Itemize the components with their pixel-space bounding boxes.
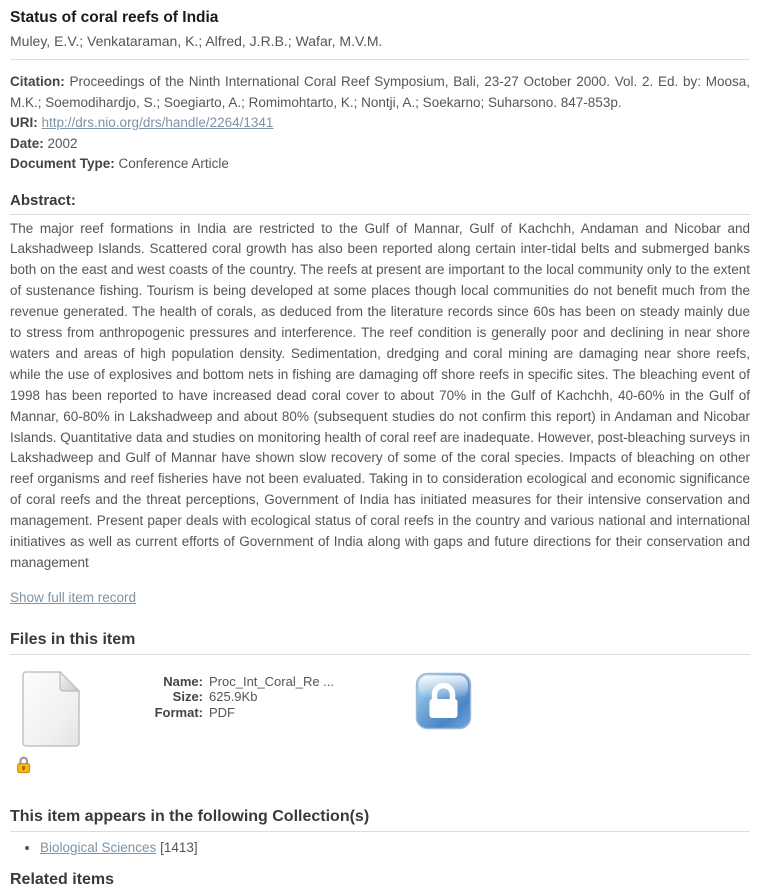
restricted-lock-icon — [15, 755, 32, 774]
collection-count: [1413] — [160, 839, 198, 855]
file-metadata — [145, 673, 335, 721]
file-format-row — [145, 705, 330, 721]
metadata-block — [10, 72, 750, 175]
uri-link[interactable]: http://drs.nio.org/drs/handle/2264/1341 — [41, 115, 274, 130]
collection-list-item — [40, 839, 750, 856]
abstract-heading: Abstract: — [10, 191, 76, 209]
file-view-column — [415, 672, 472, 730]
file-format-label: Format: — [154, 704, 203, 720]
authors-line: Muley, E.V.; Venkataraman, K.; Alfred, J.R.B.; Wafar, M.V.M. — [10, 33, 383, 49]
divider — [10, 831, 750, 832]
file-size-label: Size: — [172, 689, 203, 705]
related-items-heading: Related items — [10, 870, 115, 888]
date-line — [10, 134, 750, 155]
file-name-label: Name: — [163, 673, 203, 689]
collection-link[interactable]: Biological Sciences — [40, 839, 157, 855]
citation-value: Proceedings of the Ninth International Coral Reef Symposium, Bali, 23-27 October 2000. Vol. 2. Ed. by: Moosa, M.K.; Soemodihardjo, S.; Soegiarto, A.; Romimohtarto, K.; Nontji, A.; Soekarno; Suharsono. 847-853p. — [10, 74, 750, 110]
file-size-row — [145, 689, 330, 705]
uri-line — [10, 113, 750, 134]
citation-label: Citation: — [10, 74, 65, 89]
item-page — [0, 9, 759, 889]
file-size-value: 625.9Kb — [209, 689, 258, 705]
file-format-value: PDF — [209, 704, 235, 720]
page-title: Status of coral reefs of India — [10, 9, 219, 26]
uri-label: URI: — [10, 115, 38, 130]
doctype-label: Document Type: — [10, 156, 115, 171]
doctype-value: Conference Article — [118, 156, 229, 171]
collection-list — [10, 839, 750, 856]
doctype-line — [10, 154, 750, 175]
lock-icon[interactable] — [415, 672, 472, 730]
date-value: 2002 — [47, 135, 78, 151]
file-name-row — [145, 673, 335, 690]
files-heading: Files in this item — [10, 630, 136, 648]
abstract-text: The major reef formations in India are restricted to the Gulf of Mannar, Gulf of Kachchh, Andaman and Nicobar and Lakshadweep Islands. Scattered coral growth has also been reported along certain inter-tidal belts and submerged banks both on the east and west coasts of the country. The reefs at present are important to the local community only to the extent of sustenance fishing. Tourism is being developed at some places though local communities do not benefit much from the revenue generated. The health of corals, as deduced from the literature records since 60s has been on steady mainly due to stress from anthropogenic pressures and interference. The reef condition is generally poor and declining in near shore waters and areas of high population density. Sedimentation, dredging and coral mining are damaging near shore reefs, while the use of explosives and bottom nets in fishing are damaging off shore reefs in specific sites. The bleaching event of 1998 has been reported to have increased dead coral cover to about 70% in the Gulf of Kachchh, 40-60% in the Gulf of Mannar, 60-80% in Lakshadweep and about 80% (subsequent studies do not confirm this report) in Andaman and Nicobar Islands. Quantitative data and studies on monitoring health of coral reef are inadequate. However, post-bleaching surveys in Lakshadweep and Gulf of Mannar have shown slow recovery of some of the coral species. Impacts of bleaching on other reef organisms and reef fisheries have not been evaluated. Taking in to consideration ecological and economic significance of coral reefs and the threat perceptions, Government of India has initiated measures for their intensive conservation and management. Present paper deals with ecological status of coral reefs in the country and various national and international initiatives as well as current efforts of Government of India along with gaps and future directions for their conservation and management — [10, 220, 750, 570]
divider — [10, 214, 750, 215]
divider — [10, 654, 750, 655]
date-label: Date: — [10, 135, 44, 151]
document-icon[interactable] — [22, 671, 80, 747]
collections-heading: This item appears in the following Collection(s) — [10, 807, 370, 825]
file-thumbnail-column — [10, 671, 120, 774]
file-row — [10, 671, 750, 774]
file-name-value: Proc_Int_Coral_Re ... — [209, 673, 335, 689]
show-full-record-link[interactable]: Show full item record — [10, 589, 137, 605]
citation-line — [10, 72, 750, 113]
divider — [10, 59, 750, 60]
